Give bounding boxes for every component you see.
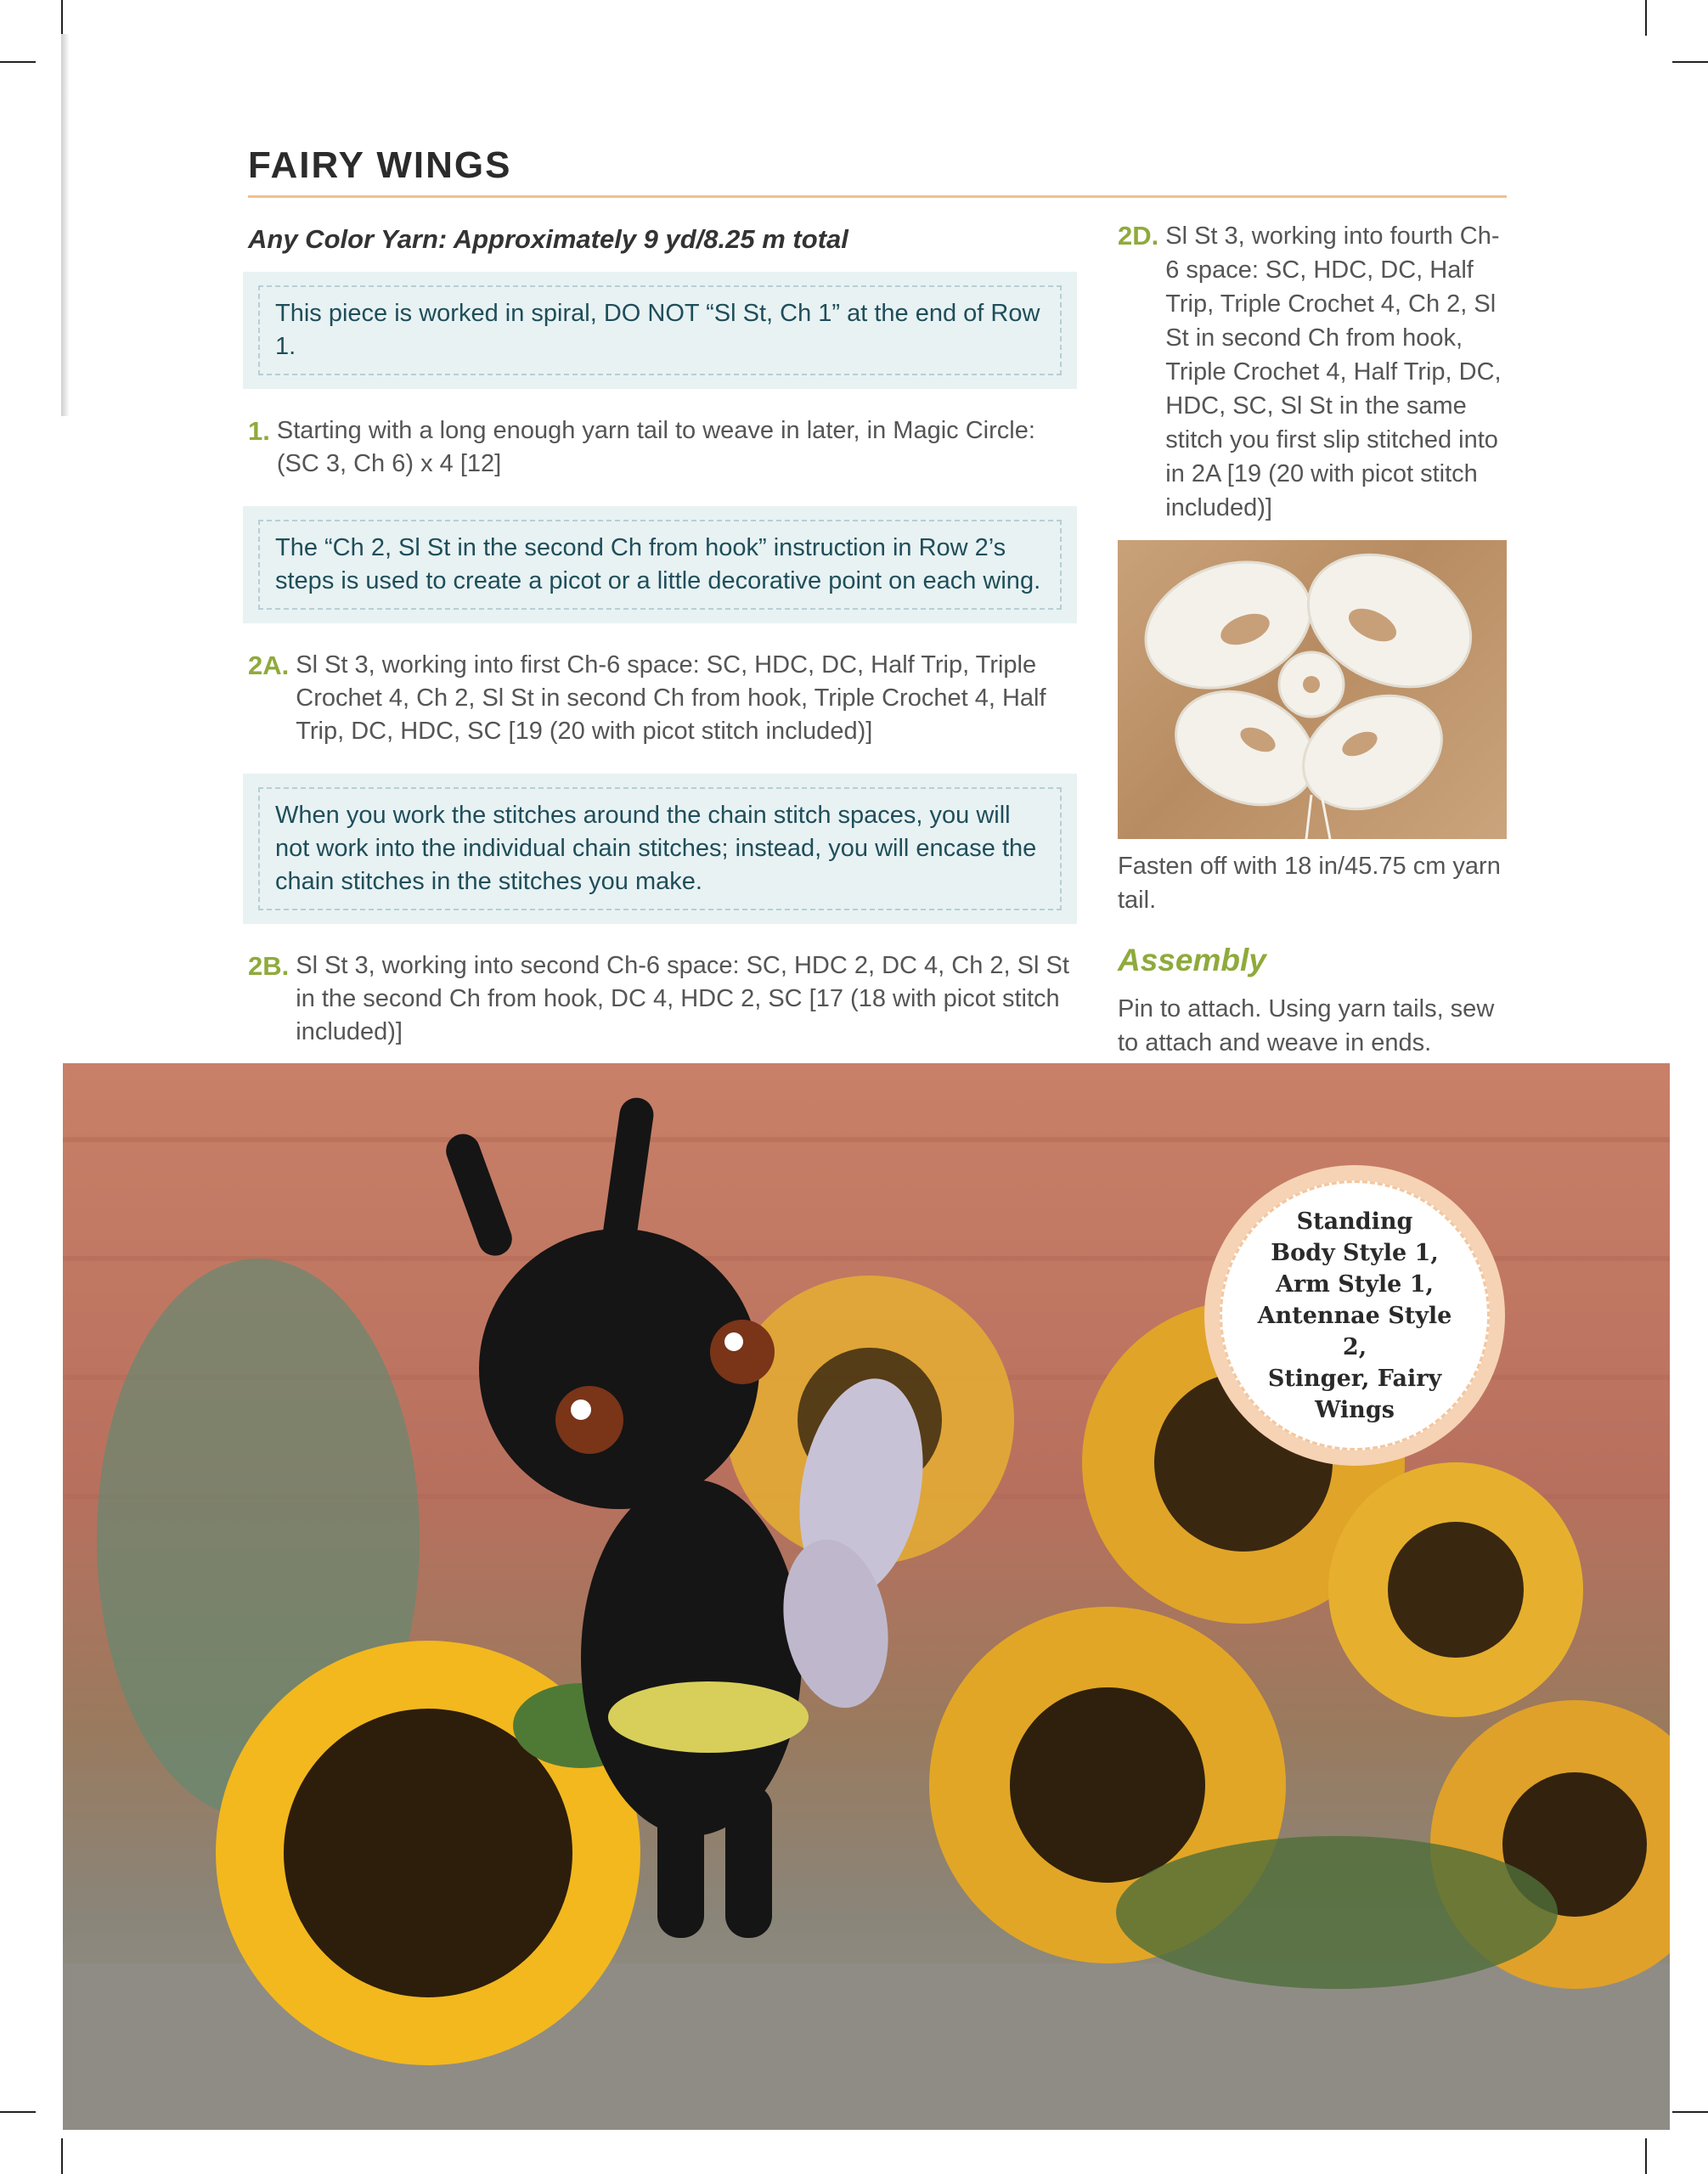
photo-caption: Fasten off with 18 in/45.75 cm yarn tail. bbox=[1118, 853, 1501, 914]
step-2a bbox=[248, 649, 1077, 748]
crop-mark bbox=[1672, 61, 1708, 63]
step-number: 2A. bbox=[248, 651, 290, 680]
crop-mark bbox=[61, 0, 63, 36]
crop-mark bbox=[0, 2111, 36, 2113]
note-text: This piece is worked in spiral, DO NOT “Sl St, Ch 1” at the end of Row 1. bbox=[258, 285, 1062, 375]
assembly-heading: Assembly bbox=[1118, 943, 1266, 977]
crochet-wings-photo bbox=[1118, 540, 1507, 839]
step-number: 2D. bbox=[1118, 221, 1159, 251]
note-box bbox=[243, 272, 1077, 389]
badge-inner bbox=[1220, 1180, 1490, 1450]
step-2d bbox=[1118, 219, 1508, 525]
step-number: 1. bbox=[248, 416, 270, 446]
note-box bbox=[243, 506, 1077, 623]
note-text: The “Ch 2, Sl St in the second Ch from hook” instruction in Row 2’s steps is used to create a picot or a little decorative point on each wing. bbox=[258, 520, 1062, 610]
left-column bbox=[243, 219, 1077, 1165]
step-text: Starting with a long enough yarn tail to weave in later, in Magic Circle: (SC 3, Ch 6) x 4 [12] bbox=[276, 417, 1035, 477]
step-2b bbox=[248, 949, 1077, 1049]
note-text: When you work the stitches around the chain stitch spaces, you will not work into the individual chain stitches; instead, you will encase the chain stitches in the stitches you make. bbox=[258, 787, 1062, 910]
note-box bbox=[243, 774, 1077, 924]
crop-mark bbox=[1672, 2111, 1708, 2113]
step-text: Sl St 3, working into first Ch-6 space: SC, HDC, DC, Half Trip, Triple Crochet 4, Ch 2, Sl St in second Ch from hook, Triple Crochet 4, Half Trip, DC, HDC, SC [19 (20 with picot stitch included)] bbox=[296, 651, 1046, 745]
page-title: FAIRY WINGS bbox=[248, 144, 512, 186]
page-edge-shadow bbox=[61, 34, 70, 416]
crop-mark bbox=[0, 61, 36, 63]
title-rule bbox=[248, 195, 1507, 198]
step-1 bbox=[248, 414, 1077, 481]
crop-mark bbox=[1645, 2138, 1647, 2174]
step-text: Sl St 3, working into fourth Ch-6 space: SC, HDC, DC, Half Trip, Triple Crochet 4, Ch 2, Sl St in second Ch from hook, Triple Crochet 4, Half Trip, DC, HDC, SC, Sl St in the same stitch you first slip stitched into in 2A [19 (20 with picot stitch included)] bbox=[1165, 222, 1502, 521]
crop-mark bbox=[1645, 0, 1647, 36]
assembly-text: Pin to attach. Using yarn tails, sew to attach and weave in ends. bbox=[1118, 995, 1495, 1056]
crop-mark bbox=[61, 2138, 63, 2174]
wings-illustration bbox=[1118, 540, 1507, 839]
step-text: Sl St 3, working into second Ch-6 space: SC, HDC 2, DC 4, Ch 2, Sl St in the second Ch from hook, DC 4, HDC 2, SC [17 (18 with picot stitch included)] bbox=[296, 952, 1069, 1045]
badge-text: Standing Body Style 1, Arm Style 1, Antennae Style 2, Stinger, Fairy Wings bbox=[1257, 1208, 1452, 1423]
configuration-badge bbox=[1204, 1165, 1505, 1466]
right-column bbox=[1118, 219, 1508, 1060]
step-number: 2B. bbox=[248, 951, 290, 981]
yarn-requirement: Any Color Yarn: Approximately 9 yd/8.25 m total bbox=[248, 224, 848, 254]
